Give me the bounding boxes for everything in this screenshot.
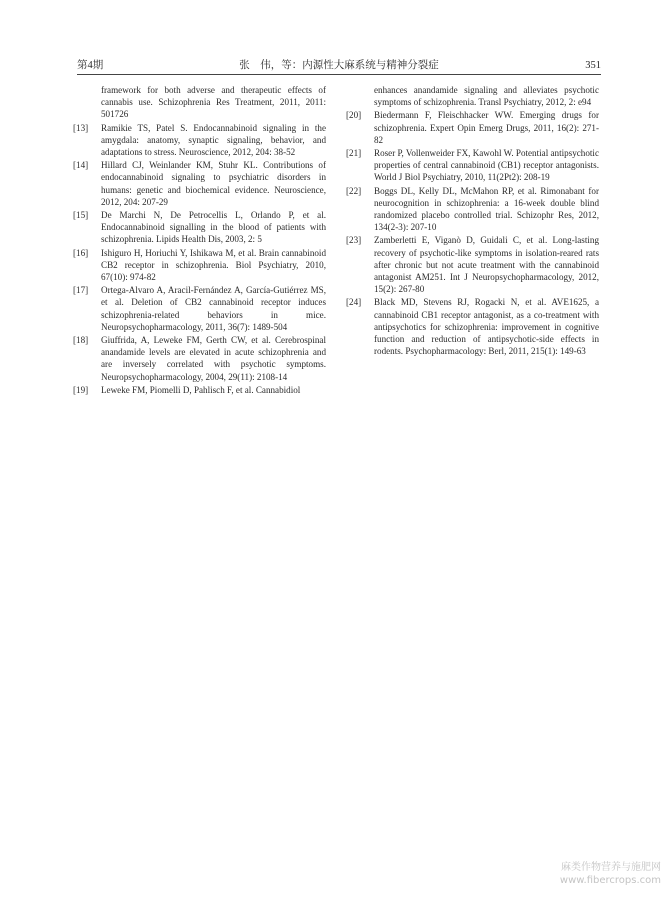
reference-number: [23] <box>346 235 362 246</box>
reference-text: Ishiguro H, Horiuchi Y, Ishikawa M, et al. Brain cannabinoid CB2 receptor in schizophrenia. Biol Psychiatry, 2010, 67(10): 974-82 <box>101 247 326 283</box>
reference-entry <box>73 122 326 159</box>
page-number: 351 <box>585 60 601 71</box>
reference-number: [18] <box>73 335 89 346</box>
reference-text: framework for both adverse and therapeutic effects of cannabis use. Schizophrenia Res Treatment, 2011, 2011: 501726 <box>101 85 326 120</box>
reference-number: [19] <box>73 384 89 395</box>
reference-number: [17] <box>73 285 89 296</box>
reference-text: Roser P, Vollenweider FX, Kawohl W. Potential antipsychotic properties of central cannabinoid (CB1) receptor antagonists. World J Biol Psychiatry, 2010, 11(2Pt2): 208-19 <box>374 148 599 183</box>
reference-number: [20] <box>346 110 362 121</box>
reference-entry <box>346 185 599 234</box>
watermark <box>560 861 661 887</box>
reference-number: [21] <box>346 148 362 159</box>
reference-number: [24] <box>346 297 362 308</box>
reference-entry <box>346 147 599 184</box>
watermark-url: www.fibercrops.com <box>559 875 661 886</box>
reference-entry <box>73 84 326 121</box>
reference-entry <box>73 159 326 208</box>
reference-text: Boggs DL, Kelly DL, McMahon RP, et al. Rimonabant for neurocognition in schizophrenia: a 16-week double blind randomized placebo controlled trial. Schizophr Res, 2012, 134(2-3): 207-10 <box>374 185 599 233</box>
reference-number: [14] <box>73 160 89 171</box>
reference-number: [22] <box>346 185 362 196</box>
reference-text: Ramikie TS, Patel S. Endocannabinoid signaling in the amygdala: anatomy, synaptic signaling, behavior, and adaptations to stress. Neuroscience, 2012, 204: 38-52 <box>101 122 326 158</box>
reference-text: enhances anandamide signaling and alleviates psychotic symptoms of schizophrenia. Transl Psychiatry, 2012, 2: e94 <box>374 85 599 108</box>
reference-entry <box>73 209 326 246</box>
reference-text: Leweke FM, Piomelli D, Pahlisch F, et al. Cannabidiol <box>101 384 301 395</box>
reference-text: Ortega-Alvaro A, Aracil-Fernández A, García-Gutiérrez MS, et al. Deletion of CB2 cannabinoid receptor induces schizophrenia-related behaviors in mice. Neuropsychopharmacology, 2011, 36(7): 1489-504 <box>101 285 326 332</box>
reference-text: De Marchi N, De Petrocellis L, Orlando P, et al. Endocannabinoid signalling in the blood of patients with schizophrenia. Lipids Health Dis, 2003, 2: 5 <box>101 210 326 245</box>
reference-text: Hillard CJ, Weinlander KM, Stuhr KL. Contributions of endocannabinoid signaling to psychiatric disorders in humans: genetic and biochemical evidence. Neuroscience, 2012, 204: 207-29 <box>101 160 326 207</box>
reference-entry <box>346 109 599 146</box>
reference-text: Zamberletti E, Viganò D, Guidali C, et al. Long-lasting recovery of psychotic-like symptoms in isolation-reared rats after chronic but not acute treatment with the cannabinoid antagonist AM251. Int J Neuropsychopharmacology, 2012, 15(2): 267-80 <box>374 235 599 295</box>
running-title: 张 伟，等：内源性大麻系统与精神分裂症 <box>239 60 439 71</box>
header-rule <box>77 74 601 75</box>
reference-text: Giuffrida, A, Leweke FM, Gerth CW, et al. Cerebrospinal anandamide levels are elevated in acute schizophrenia and are inversely correlated with psychotic symptoms. Neuropsychopharmacology, 2004, 29(11): 2108-14 <box>101 335 326 382</box>
reference-number: [13] <box>73 122 89 133</box>
running-header <box>77 59 601 75</box>
references-left-column <box>73 84 326 397</box>
reference-entry <box>73 247 326 284</box>
reference-entry <box>346 296 599 357</box>
watermark-site-name: 麻类作物营养与施肥网 <box>561 862 661 873</box>
reference-number: [16] <box>73 247 89 258</box>
reference-entry <box>73 384 326 396</box>
reference-text: Black MD, Stevens RJ, Rogacki N, et al. AVE1625, a cannabinoid CB1 receptor antagonist, as a co-treatment with antipsychotics for schizophrenia: improvement in cognitive function and reduction of antipsychotic-side effects in rodents. Psychopharmacology: Berl, 2011, 215(1): 149-63 <box>374 297 599 357</box>
references-right-column <box>346 84 599 358</box>
issue-label: 第4期 <box>77 60 104 71</box>
reference-entry <box>73 334 326 383</box>
reference-number: [15] <box>73 210 89 221</box>
reference-entry <box>73 284 326 333</box>
reference-entry <box>346 84 599 108</box>
reference-entry <box>346 234 599 295</box>
reference-text: Biedermann F, Fleischhacker WW. Emerging drugs for schizophrenia. Expert Opin Emerg Drugs, 2011, 16(2): 271-82 <box>374 110 599 145</box>
